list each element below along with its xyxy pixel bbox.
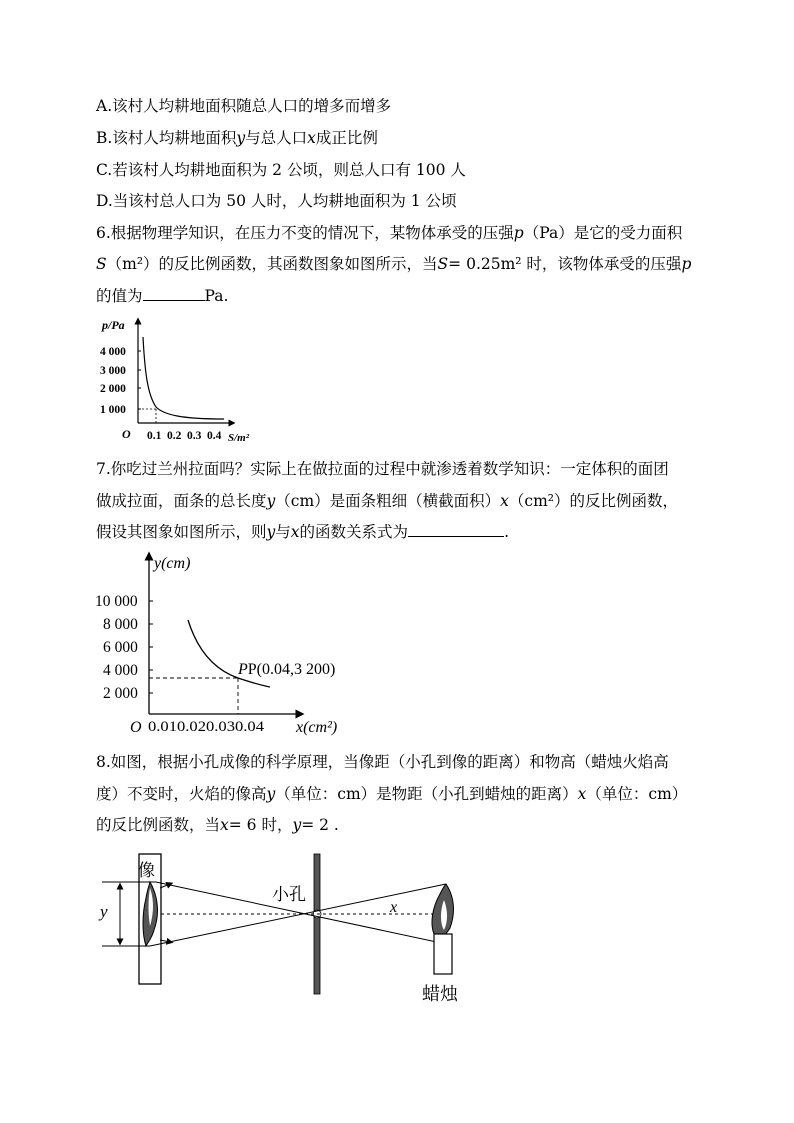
y-axis-label: p/Pa <box>102 318 125 332</box>
q6-line-2: S（m²）的反比例函数，其函数图象如图所示，当S= 0.25m² 时，该物体承受的压强p <box>96 255 692 273</box>
pinhole-barrier <box>314 854 320 994</box>
origin-label: O <box>122 427 131 441</box>
candle-label: 蜡烛 <box>422 984 458 1004</box>
point-p-label: PP(0.04,3 200) <box>238 661 336 678</box>
hole-label: 小孔 <box>272 885 306 904</box>
q8-line-1: 8.如图，根据小孔成像的科学原理，当像距（小孔到像的距离）和物高（蜡烛火焰高 <box>96 753 669 771</box>
y-label: y <box>100 902 108 921</box>
y-tick-2000: 2 000 <box>103 685 138 702</box>
q7-line-2: 做成拉面，面条的总长度y（cm）是面条粗细（横截面积）x（cm²）的反比例函数， <box>96 492 679 510</box>
y-tick-6000: 6 000 <box>103 639 138 656</box>
x-tick-0.2: 0.2 <box>167 430 182 442</box>
q8-line-2: 度）不变时，火焰的像高y（单位：cm）是物距（小孔到蜡烛的距离）x（单位：cm） <box>96 785 688 803</box>
y-tick-4000: 4 000 <box>103 662 138 679</box>
y-tick-10000: 10 000 <box>95 593 138 610</box>
option-a: A.该村人均耕地面积随总人口的增多而增多 <box>96 97 392 115</box>
y-tick-4000: 4 000 <box>100 346 126 358</box>
answer-blank-q6[interactable] <box>143 286 205 301</box>
option-d: D.当该村总人口为 50 人时，人均耕地面积为 1 公顷 <box>96 192 457 210</box>
q7-line-3: 假设其图象如图所示，则y与x的函数关系式为 . <box>96 523 509 541</box>
y-axis-label: y(cm) <box>154 555 191 572</box>
pinhole-camera-figure <box>94 848 474 1010</box>
q7-noodle-graph <box>90 548 360 738</box>
x-tick-0.1: 0.1 <box>147 430 162 442</box>
candle-body <box>434 934 452 974</box>
option-b: B.该村人均耕地面积y与总人口x成正比例 <box>96 129 378 147</box>
x-ticks: 0.010.020.030.04 <box>148 719 265 735</box>
y-tick-2000: 2 000 <box>100 383 126 395</box>
q6-line-1: 6.根据物理学知识，在压力不变的情况下，某物体承受的压强p（Pa）是它的受力面积 <box>96 224 683 242</box>
q6-pressure-graph <box>92 315 272 445</box>
q7-line-1: 7.你吃过兰州拉面吗？实际上在做拉面的过程中就渗透着数学知识：一定体积的面团 <box>96 460 669 478</box>
q8-line-3: 的反比例函数，当x= 6 时，y= 2 . <box>96 816 339 834</box>
q6-line-3: 的值为 Pa. <box>96 287 229 305</box>
y-tick-8000: 8 000 <box>103 616 138 633</box>
y-tick-1000: 1 000 <box>100 404 126 416</box>
option-c: C.若该村人均耕地面积为 2 公顷，则总人口有 100 人 <box>96 161 466 179</box>
x-label: x <box>390 899 398 916</box>
answer-blank-q7[interactable] <box>408 522 504 537</box>
x-axis-label: x(cm²) <box>296 719 338 736</box>
x-tick-0.4: 0.4 <box>207 430 222 442</box>
point-p-coords: P(0.04,3 200) <box>247 661 336 678</box>
x-axis-label: S/m² <box>228 432 250 444</box>
origin-label: O <box>130 719 142 736</box>
y-tick-3000: 3 000 <box>100 365 126 377</box>
x-tick-0.3: 0.3 <box>187 430 202 442</box>
image-label: 像 <box>138 861 155 880</box>
hyperbola-curve <box>143 337 224 419</box>
